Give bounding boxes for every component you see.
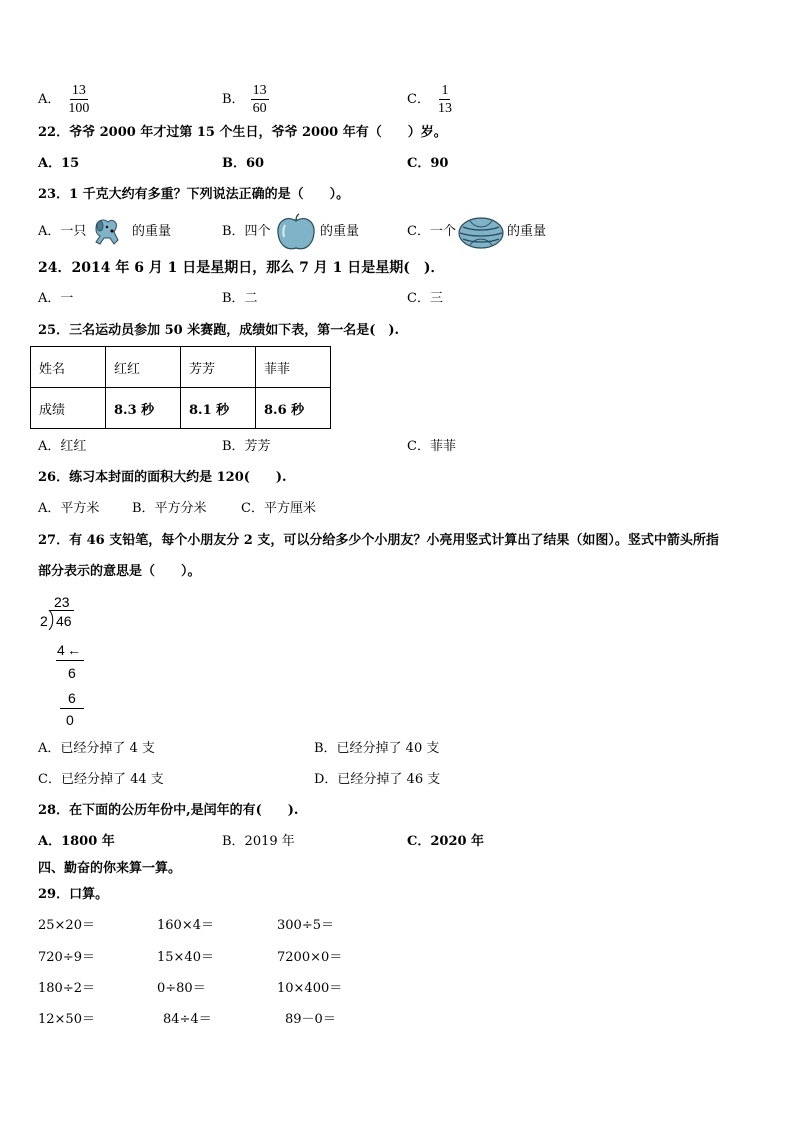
q28-option-a: A．1800 年 bbox=[38, 834, 115, 849]
q29-stem: 29．口算。 bbox=[38, 887, 109, 902]
table-cell: 红红 bbox=[106, 347, 181, 388]
table-cell: 菲菲 bbox=[256, 347, 331, 388]
q26-option-b: B．平方分米 bbox=[132, 501, 207, 516]
q23-option-c-post: 的重量 bbox=[507, 224, 547, 239]
watermelon-icon bbox=[458, 217, 504, 249]
q24-option-b: B．二 bbox=[222, 291, 258, 306]
oral-calc-item: 10×400＝ bbox=[277, 981, 343, 996]
section-title: 四、勤奋的你来算一算。 bbox=[38, 861, 182, 876]
q23-option-b-post: 的重量 bbox=[320, 224, 360, 239]
table-row bbox=[31, 347, 331, 388]
division-remainder1: 6 bbox=[68, 665, 76, 681]
oral-calc-item: 300÷5＝ bbox=[277, 918, 334, 933]
q24-stem: 24．2014 年 6 月 1 日是星期日，那么 7 月 1 日是星期( )． bbox=[38, 260, 445, 276]
q25-option-a: A．红红 bbox=[38, 439, 87, 454]
q23-option-a-pre: A．一只 bbox=[38, 224, 87, 239]
oral-calc-item: 160×4＝ bbox=[157, 918, 214, 933]
q27-stem-line1: 27．有 46 支铅笔，每个小朋友分 2 支，可以分给多少个小朋友？小亮用竖式计算出了结果（如图）。竖式中箭头所指 bbox=[38, 533, 719, 548]
arrow-left-icon: ← bbox=[67, 642, 81, 658]
fraction: $\frac{13}{100}$ bbox=[68, 83, 90, 116]
division-quotient: 23 bbox=[54, 594, 70, 610]
q23-option-a-post: 的重量 bbox=[132, 224, 172, 239]
q27-stem-line2: 部分表示的意思是（ ）。 bbox=[38, 564, 201, 579]
division-step1: 4 bbox=[57, 642, 65, 658]
q28-option-c: C．2020 年 bbox=[407, 834, 485, 849]
division-line-1 bbox=[56, 660, 84, 661]
apple-icon bbox=[275, 213, 317, 253]
oral-calc-item: 7200×0＝ bbox=[277, 950, 343, 965]
q24-option-c: C．三 bbox=[407, 291, 443, 306]
q25-stem: 25．三名运动员参加 50 米赛跑，成绩如下表，第一名是( ). bbox=[38, 323, 400, 338]
table-row bbox=[31, 388, 331, 429]
q23-option-c-pre: C．一个 bbox=[407, 224, 456, 239]
table-cell: 8.1 秒 bbox=[181, 388, 256, 429]
dog-icon bbox=[90, 214, 124, 248]
table-cell: 芳芳 bbox=[181, 347, 256, 388]
division-bracket bbox=[47, 610, 55, 630]
q26-stem: 26．练习本封面的面积大约是 120( ). bbox=[38, 470, 287, 485]
table-cell: 姓名 bbox=[31, 347, 106, 388]
fraction: $\frac{13}{60}$ bbox=[252, 83, 267, 116]
oral-calc-item: 25×20＝ bbox=[38, 918, 95, 933]
oral-calc-item: 180÷2＝ bbox=[38, 981, 95, 996]
q26-option-c: C．平方厘米 bbox=[241, 501, 316, 516]
oral-calc-item: 15×40＝ bbox=[157, 950, 214, 965]
oral-calc-item: 720÷9＝ bbox=[38, 950, 95, 965]
q28-option-b: B．2019 年 bbox=[222, 834, 295, 849]
oral-calc-item: 12×50＝ bbox=[38, 1012, 95, 1027]
q22-option-b: B．60 bbox=[222, 156, 265, 171]
q27-option-a: A．已经分掉了 4 支 bbox=[38, 741, 155, 756]
q28-stem: 28．在下面的公历年份中,是闰年的有( ). bbox=[38, 803, 299, 818]
q25-option-b: B．芳芳 bbox=[222, 439, 271, 454]
q21-option-b: B． $\frac{13}{60}$ bbox=[222, 83, 267, 116]
q24-option-a: A．一 bbox=[38, 291, 74, 306]
oral-calc-item: 89－0＝ bbox=[285, 1012, 336, 1027]
q22-option-c: C．90 bbox=[407, 156, 449, 171]
division-dividend: 46 bbox=[56, 613, 72, 629]
q25-option-c: C．菲菲 bbox=[407, 439, 456, 454]
q22-stem: 22．爷爷 2000 年才过第 15 个生日，爷爷 2000 年有（ ）岁。 bbox=[38, 125, 447, 140]
table-cell: 8.3 秒 bbox=[106, 388, 181, 429]
q21-option-a: A． $\frac{13}{100}$ bbox=[38, 83, 90, 116]
fraction: $\frac{1}{13}$ bbox=[437, 83, 452, 116]
q23-stem: 23．1 千克大约有多重？下列说法正确的是（ ）。 bbox=[38, 187, 350, 202]
division-divisor: 2 bbox=[40, 613, 48, 629]
race-results-table bbox=[30, 346, 331, 429]
q27-option-b: B．已经分掉了 40 支 bbox=[314, 741, 440, 756]
table-cell: 成绩 bbox=[31, 388, 106, 429]
q23-option-b-pre: B．四个 bbox=[222, 224, 271, 239]
q22-option-a: A．15 bbox=[38, 156, 80, 171]
division-step2: 6 bbox=[68, 690, 76, 706]
oral-calc-item: 84÷4＝ bbox=[163, 1012, 212, 1027]
table-cell: 8.6 秒 bbox=[256, 388, 331, 429]
q21-option-c: C． $\frac{1}{13}$ bbox=[407, 83, 452, 116]
division-remainder2: 0 bbox=[66, 712, 74, 728]
q26-option-a: A．平方米 bbox=[38, 501, 100, 516]
q27-option-c: C．已经分掉了 44 支 bbox=[38, 772, 164, 787]
division-line-2 bbox=[60, 708, 84, 709]
oral-calc-item: 0÷80＝ bbox=[157, 981, 206, 996]
q27-option-d: D．已经分掉了 46 支 bbox=[314, 772, 441, 787]
